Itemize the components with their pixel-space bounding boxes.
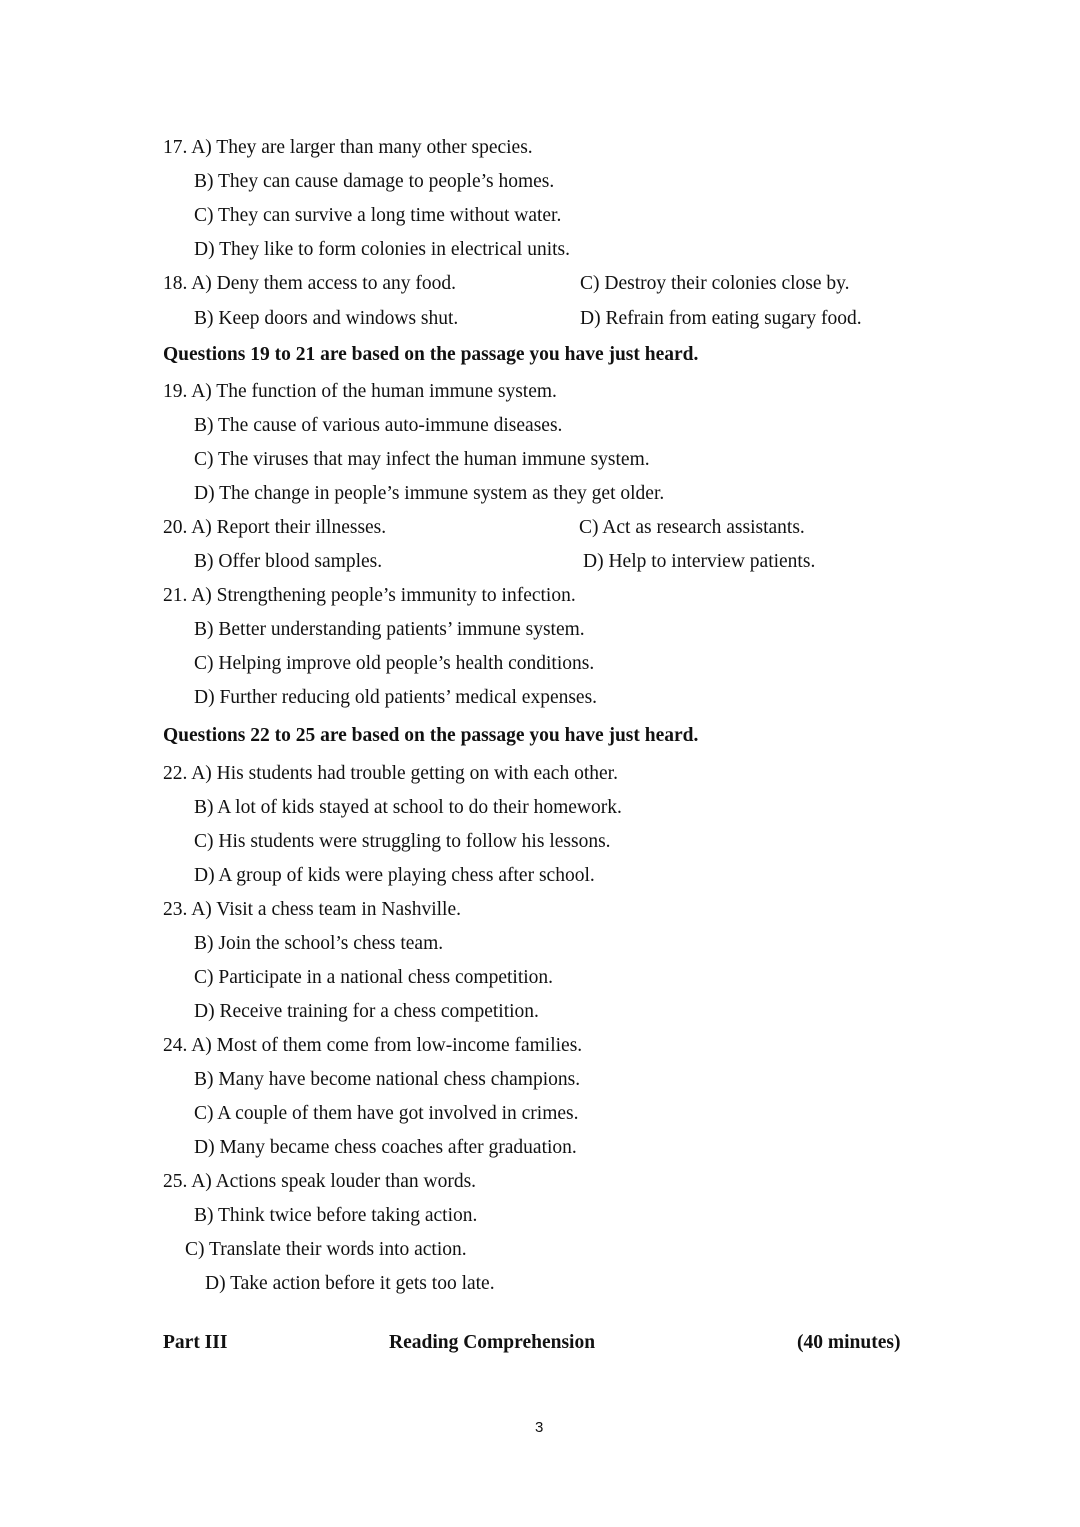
question-20-option-a bbox=[163, 516, 386, 540]
question-21-option-d: D) Further reducing old patients’ medical expenses. bbox=[194, 687, 598, 708]
question-20-number: 20. bbox=[163, 517, 188, 538]
question-23-option-a bbox=[163, 898, 461, 922]
question-19-number: 19. bbox=[163, 381, 188, 402]
question-24-option-d: D) Many became chess coaches after graduation. bbox=[194, 1137, 577, 1158]
section-heading-22-25: Questions 22 to 25 are based on the passage you have just heard. bbox=[163, 725, 699, 746]
question-23-option-d: D) Receive training for a chess competition. bbox=[194, 1001, 539, 1022]
question-24-option-a-text: A) Most of them come from low-income families. bbox=[191, 1035, 583, 1056]
part-title: Reading Comprehension bbox=[389, 1332, 596, 1353]
question-22-option-d: D) A group of kids were playing chess after school. bbox=[194, 865, 595, 886]
question-24-option-b: B) Many have become national chess champions. bbox=[194, 1069, 581, 1090]
question-21-option-a bbox=[163, 584, 576, 608]
question-17-number: 17. bbox=[163, 137, 188, 158]
question-23-option-a-text: A) Visit a chess team in Nashville. bbox=[191, 899, 461, 920]
question-21-number: 21. bbox=[163, 585, 188, 606]
question-23-number: 23. bbox=[163, 899, 188, 920]
question-22-option-a-text: A) His students had trouble getting on with each other. bbox=[191, 763, 618, 784]
question-20-option-d: D) Help to interview patients. bbox=[583, 551, 816, 572]
question-17-option-d: D) They like to form colonies in electrical units. bbox=[194, 239, 570, 260]
question-23-option-b: B) Join the school’s chess team. bbox=[194, 933, 444, 954]
page-number: 3 bbox=[535, 1419, 544, 1436]
question-20-option-a-text: A) Report their illnesses. bbox=[191, 517, 387, 538]
question-21-option-c: C) Helping improve old people’s health conditions. bbox=[194, 653, 595, 674]
question-24-option-a bbox=[163, 1034, 582, 1058]
question-25-option-c: C) Translate their words into action. bbox=[185, 1239, 467, 1260]
question-25-option-b: B) Think twice before taking action. bbox=[194, 1205, 478, 1226]
question-25-number: 25. bbox=[163, 1171, 188, 1192]
question-25-option-d: D) Take action before it gets too late. bbox=[205, 1273, 495, 1294]
question-22-option-b: B) A lot of kids stayed at school to do their homework. bbox=[194, 797, 622, 818]
question-25-option-a-text: A) Actions speak louder than words. bbox=[191, 1171, 477, 1192]
question-19-option-a-text: A) The function of the human immune system. bbox=[191, 381, 557, 402]
section-heading-19-21: Questions 19 to 21 are based on the passage you have just heard. bbox=[163, 344, 699, 365]
part-time-limit: (40 minutes) bbox=[797, 1332, 901, 1353]
part-label: Part III bbox=[163, 1332, 228, 1353]
question-21-option-a-text: A) Strengthening people’s immunity to infection. bbox=[191, 585, 576, 606]
question-19-option-b: B) The cause of various auto-immune diseases. bbox=[194, 415, 563, 436]
question-25-option-a bbox=[163, 1170, 476, 1194]
question-23-option-c: C) Participate in a national chess competition. bbox=[194, 967, 554, 988]
question-18-option-a bbox=[163, 272, 456, 296]
question-24-option-c: C) A couple of them have got involved in crimes. bbox=[194, 1103, 579, 1124]
question-20-option-b: B) Offer blood samples. bbox=[194, 551, 383, 572]
question-24-number: 24. bbox=[163, 1035, 188, 1056]
question-21-option-b: B) Better understanding patients’ immune system. bbox=[194, 619, 585, 640]
question-22-option-c: C) His students were struggling to follow his lessons. bbox=[194, 831, 611, 852]
question-19-option-c: C) The viruses that may infect the human immune system. bbox=[194, 449, 650, 470]
question-18-number: 18. bbox=[163, 273, 188, 294]
question-17-option-a-text: A) They are larger than many other species. bbox=[191, 137, 533, 158]
question-19-option-d: D) The change in people’s immune system as they get older. bbox=[194, 483, 665, 504]
question-18-option-b: B) Keep doors and windows shut. bbox=[194, 308, 459, 329]
question-22-number: 22. bbox=[163, 763, 188, 784]
question-17-option-a bbox=[163, 136, 533, 160]
question-17-option-c: C) They can survive a long time without water. bbox=[194, 205, 562, 226]
question-18-option-d: D) Refrain from eating sugary food. bbox=[580, 308, 862, 329]
question-20-option-c: C) Act as research assistants. bbox=[579, 517, 805, 538]
question-22-option-a bbox=[163, 762, 618, 786]
question-18-option-a-text: A) Deny them access to any food. bbox=[191, 273, 456, 294]
question-19-option-a bbox=[163, 380, 557, 404]
question-18-option-c: C) Destroy their colonies close by. bbox=[580, 273, 850, 294]
question-17-option-b: B) They can cause damage to people’s homes. bbox=[194, 171, 555, 192]
